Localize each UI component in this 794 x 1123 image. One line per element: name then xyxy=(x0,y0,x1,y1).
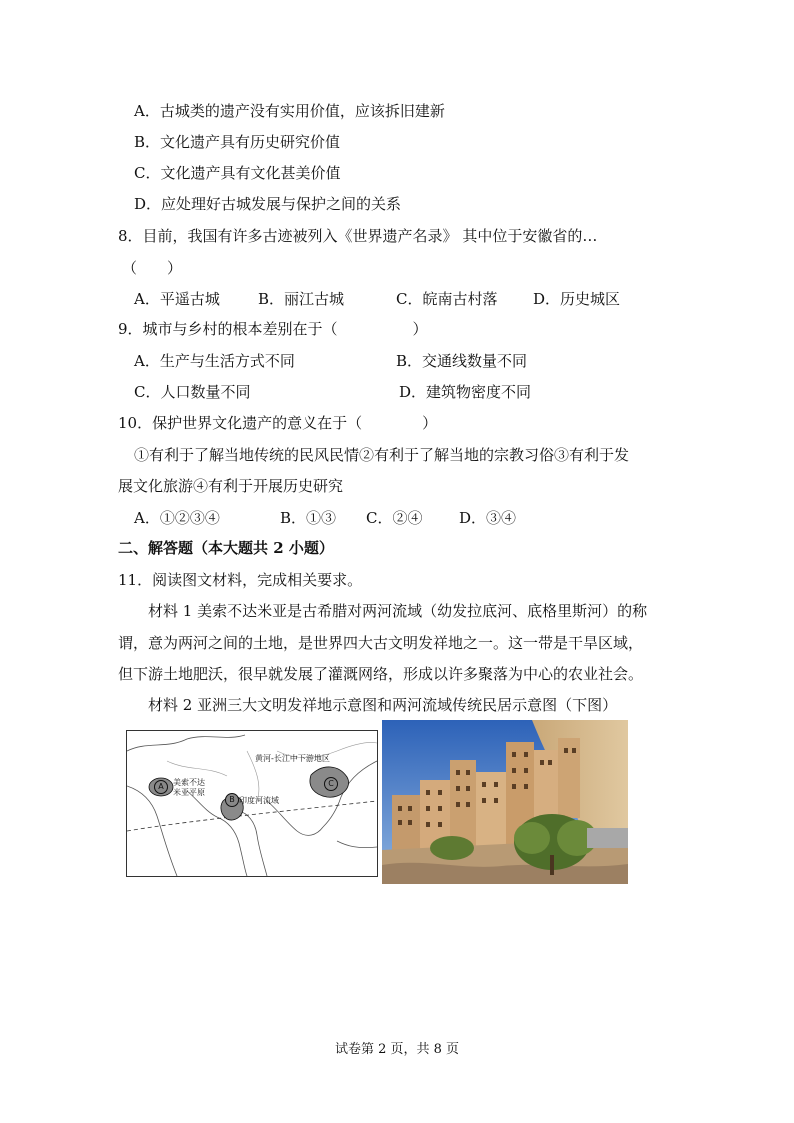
q11-material1-line2: 谓，意为两河之间的土地，是世界四大古文明发祥地之一。这一带是干旱区域， xyxy=(118,634,644,652)
region-a-label-1: 美索不达 xyxy=(173,778,205,787)
q10-stem: 10．保护世界文化遗产的意义在于（ ） xyxy=(118,414,438,432)
q7-option-d: D．应处理好古城发展与保护之间的关系 xyxy=(134,195,402,213)
q8-option-b: B．丽江古城 xyxy=(258,290,345,308)
q11-material1-line1: 材料 1 美索不达米亚是古希腊对两河流域（幼发拉底河、底格里斯河）的称 xyxy=(148,602,648,620)
q10-body-line1: ①有利于了解当地传统的民风民情②有利于了解当地的宗教习俗③有利于发 xyxy=(134,446,630,464)
civilizations-map xyxy=(126,730,378,877)
q10-body-line2: 展文化旅游④有利于开展历史研究 xyxy=(118,477,344,495)
q8-blank: （ ） xyxy=(122,259,183,277)
q8-option-a: A．平遥古城 xyxy=(134,290,220,308)
q8-stem: 8．目前，我国有许多古迹被列入《世界遗产名录》 其中位于安徽省的… xyxy=(118,227,598,245)
q10-option-a: A．①②③④ xyxy=(134,509,220,527)
region-a-label-2: 米亚平原 xyxy=(173,788,205,797)
q7-option-b: B．文化遗产具有历史研究价值 xyxy=(134,133,341,151)
q9-stem: 9．城市与乡村的根本差别在于（ ） xyxy=(118,320,428,338)
q7-option-c: C．文化遗产具有文化甚美价值 xyxy=(134,164,341,182)
q9-option-c: C．人口数量不同 xyxy=(134,383,251,401)
region-a-marker: A xyxy=(154,780,168,794)
q10-option-b: B．①③ xyxy=(280,509,337,527)
page-footer: 试卷第 2 页，共 8 页 xyxy=(334,1042,460,1057)
q9-option-b: B．交通线数量不同 xyxy=(396,352,528,370)
q8-option-c: C．皖南古村落 xyxy=(396,290,498,308)
q11-stem: 11．阅读图文材料，完成相关要求。 xyxy=(118,571,363,589)
section-heading: 二、解答题（本大题共 2 小题） xyxy=(118,539,334,557)
traditional-dwellings-photo xyxy=(382,720,628,884)
q11-material2: 材料 2 亚洲三大文明发祥地示意图和两河流域传统民居示意图（下图） xyxy=(148,696,618,714)
region-c-label: 黄河-长江中下游地区 xyxy=(255,754,330,763)
q8-option-d: D．历史城区 xyxy=(533,290,621,308)
region-b-marker: B xyxy=(225,793,239,807)
q11-material1-line3: 但下游土地肥沃，很早就发展了灌溉网络，形成以许多聚落为中心的农业社会。 xyxy=(118,665,644,683)
q9-option-a: A．生产与生活方式不同 xyxy=(134,352,295,370)
q10-option-c: C．②④ xyxy=(366,509,423,527)
region-b-label: 印度河流域 xyxy=(239,796,279,805)
q10-option-d: D．③④ xyxy=(459,509,517,527)
q7-option-a: A．古城类的遗产没有实用价值，应该拆旧建新 xyxy=(134,102,445,120)
region-c-marker: C xyxy=(324,777,338,791)
q9-option-d: D．建筑物密度不同 xyxy=(399,383,532,401)
